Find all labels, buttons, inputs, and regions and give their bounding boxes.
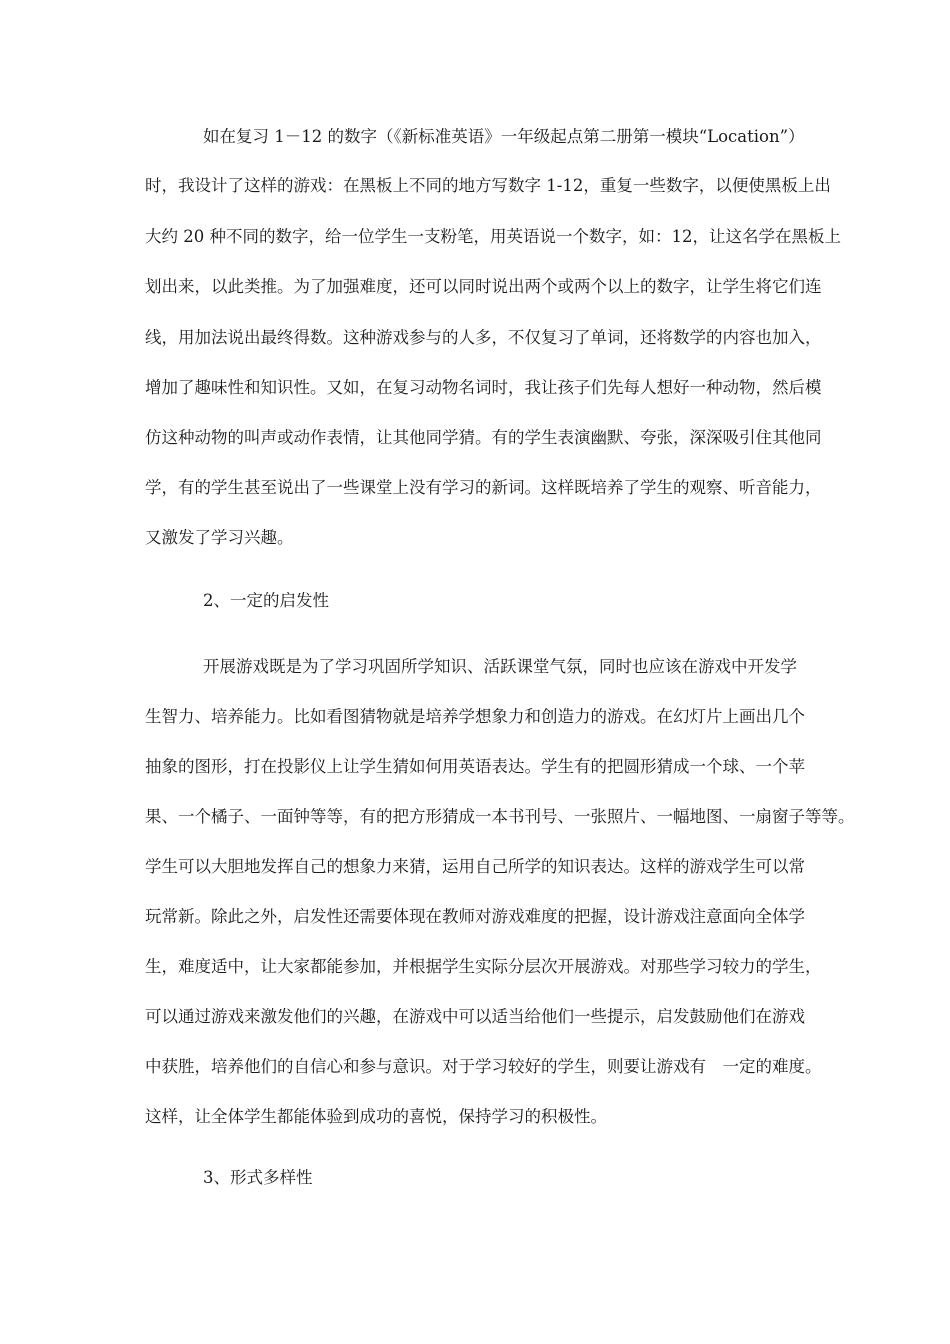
paragraph-1-line-7: 仿这种动物的叫声或动作表情，让其他同学猜。有的学生表演幽默、夸张，深深吸引住其他同 <box>145 428 822 447</box>
paragraph-2-line-7: 生，难度适中，让大家都能参加，并根据学生实际分层次开展游戏。对那些学习较力的学生， <box>145 957 822 976</box>
section-heading-3: 3、形式多样性 <box>203 1168 313 1187</box>
paragraph-2-line-3: 抽象的图形，打在投影仪上让学生猜如何用英语表达。学生有的把圆形猜成一个球、一个苹 <box>145 757 805 776</box>
paragraph-1-line-1: 如在复习 1－12 的数字（《新标准英语》一年级起点第二册第一模块“Location”） <box>203 127 805 146</box>
paragraph-1-line-5: 线，用加法说出最终得数。这种游戏参与的人多，不仅复习了单词，还将数学的内容也加入， <box>145 328 822 347</box>
section-heading-2: 2、一定的启发性 <box>203 591 329 610</box>
paragraph-1-line-2: 时，我设计了这样的游戏：在黑板上不同的地方写数字 1-12，重复一些数字，以便使黑板上出 <box>145 176 831 195</box>
paragraph-1-line-4: 划出来，以此类推。为了加强难度，还可以同时说出两个或两个以上的数字，让学生将它们连 <box>145 277 822 296</box>
paragraph-2-line-2: 生智力、培养能力。比如看图猜物就是培养学想象力和创造力的游戏。在幻灯片上画出几个 <box>145 707 805 726</box>
paragraph-1-line-9: 又激发了学习兴趣。 <box>145 528 294 547</box>
paragraph-2-line-8: 可以通过游戏来激发他们的兴趣，在游戏中可以适当给他们一些提示，启发鼓励他们在游戏 <box>145 1007 805 1026</box>
paragraph-2-line-5: 学生可以大胆地发挥自己的想象力来猜，运用自己所学的知识表达。这样的游戏学生可以常 <box>145 857 805 876</box>
paragraph-2-line-6: 玩常新。除此之外，启发性还需要体现在教师对游戏难度的把握，设计游戏注意面向全体学 <box>145 907 805 926</box>
paragraph-1-line-3: 大约 20 种不同的数字，给一位学生一支粉笔，用英语说一个数字，如：12，让这名学在黑板上 <box>145 227 841 246</box>
paragraph-1-line-6: 增加了趣味性和知识性。又如，在复习动物名词时，我让孩子们先每人想好一种动物，然后模 <box>145 378 822 397</box>
paragraph-2-line-9: 中获胜，培养他们的自信心和参与意识。对于学习较好的学生，则要让游戏有 一定的难度。 <box>145 1057 822 1076</box>
paragraph-2-line-4: 果、一个橘子、一面钟等等，有的把方形猜成一本书刊号、一张照片、一幅地图、一扇窗子等等。 <box>145 807 855 826</box>
paragraph-1-line-8: 学，有的学生甚至说出了一些课堂上没有学习的新词。这样既培养了学生的观察、听音能力， <box>145 478 822 497</box>
paragraph-2-line-10: 这样，让全体学生都能体验到成功的喜悦，保持学习的积极性。 <box>145 1107 607 1126</box>
paragraph-2-line-1: 开展游戏既是为了学习巩固所学知识、活跃课堂气氛，同时也应该在游戏中开发学 <box>203 657 797 676</box>
